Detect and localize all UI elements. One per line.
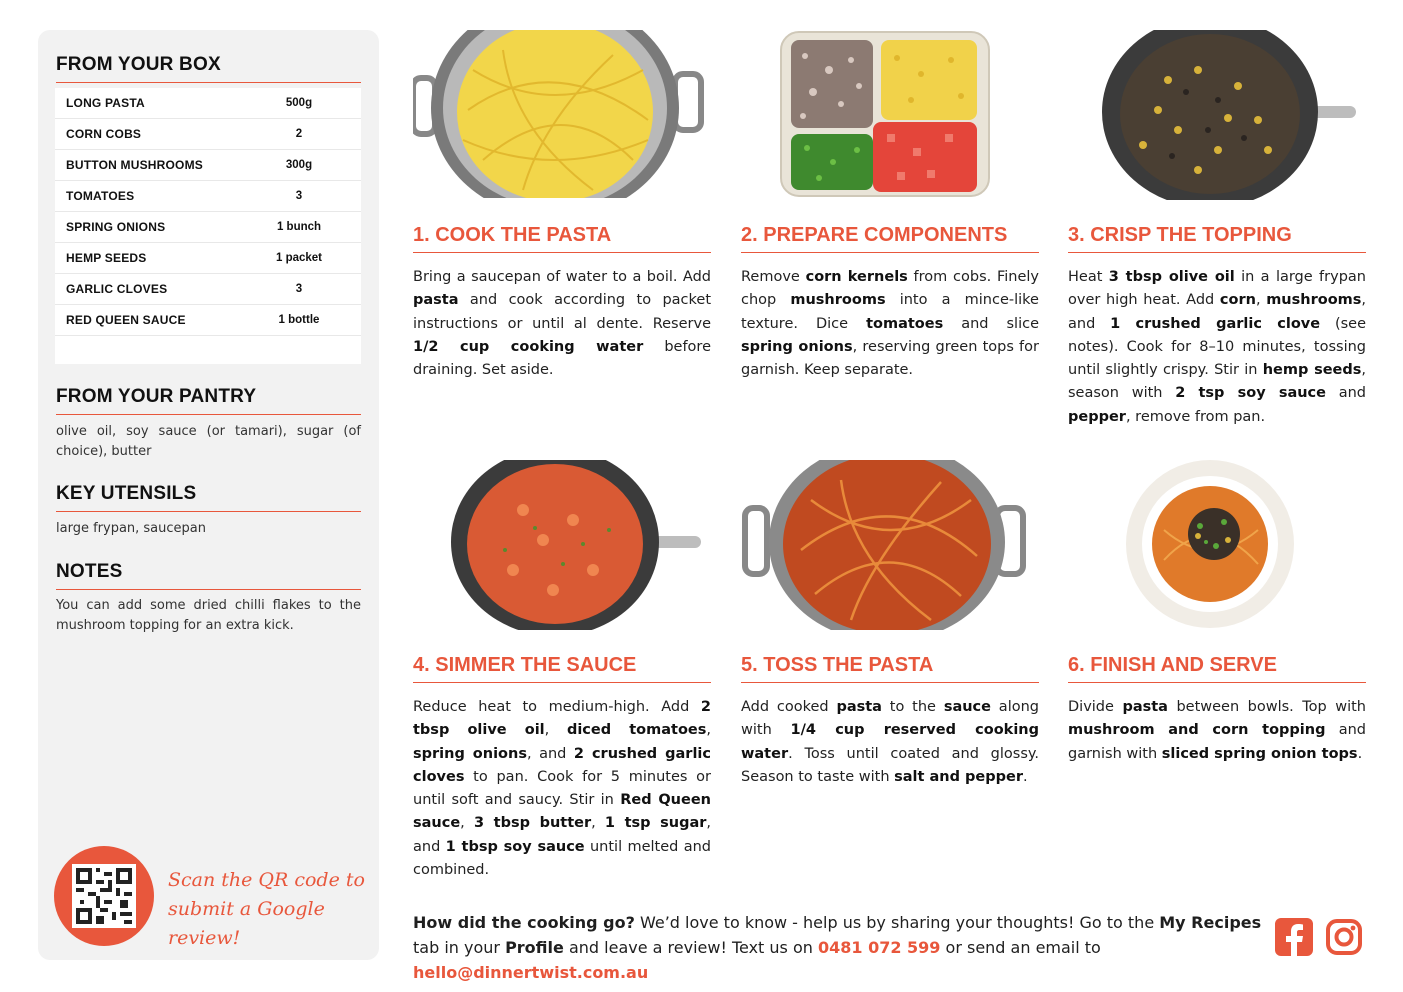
- step-3-text: Heat 3 tbsp olive oil in a large frypan over high heat. Add corn, mushrooms, and 1 crushed garlic clove (see notes). Cook for 8–10 minutes, tossing until slightly crispy. Stir in hemp seeds, season with 2 tsp soy sauce and pepper, remove from pan.: [1068, 269, 1367, 425]
- utensils-text: large frypan, saucepan: [56, 521, 206, 536]
- pasta-pot-image: [413, 30, 711, 200]
- bold-ingredient: pepper: [1068, 408, 1126, 425]
- bold-ingredient: spring onions: [413, 745, 527, 762]
- table-row: [55, 274, 361, 305]
- instagram-icon[interactable]: [1325, 918, 1363, 956]
- bold-ingredient: 1/4 cup reserved cooking water: [741, 722, 1039, 762]
- table-row: [55, 150, 361, 181]
- notes-title: NOTES: [56, 561, 361, 590]
- box-ingredient-table: [55, 88, 361, 364]
- facebook-icon[interactable]: [1275, 918, 1313, 956]
- footer-text-2: tab in your: [413, 938, 506, 957]
- bold-ingredient: 1 crushed garlic clove: [1110, 315, 1321, 332]
- bold-ingredient: 2 tsp soy sauce: [1175, 385, 1326, 402]
- bold-ingredient: mushroom and corn topping: [1068, 722, 1326, 739]
- bold-ingredient: Red Queen sauce: [413, 792, 711, 832]
- table-row: [55, 181, 361, 212]
- ingredient-name: CORN COBS: [66, 127, 142, 141]
- ingredient-qty: 1 bunch: [276, 221, 322, 233]
- step-6-title: 6. FINISH AND SERVE: [1068, 654, 1366, 683]
- bold-ingredient: sliced spring onion tops: [1161, 745, 1358, 762]
- bold-ingredient: corn: [1219, 292, 1256, 309]
- bold-ingredient: 3 tbsp butter: [473, 815, 592, 832]
- step-2-text: Remove corn kernels from cobs. Finely chop mushrooms into a mince-like texture. Dice tomatoes and slice spring onions, reserving green tops for garnish. Keep separate.: [741, 269, 1040, 379]
- pantry-title: FROM YOUR PANTRY: [56, 386, 361, 415]
- ingredient-qty: 300g: [285, 159, 313, 171]
- table-row: [55, 119, 361, 150]
- review-footer: [413, 910, 1263, 985]
- ingredient-qty: 1 bottle: [278, 314, 320, 326]
- table-row: [55, 88, 361, 119]
- finished-bowl-image: [1068, 460, 1366, 630]
- bold-ingredient: 1/2 cup cooking water: [413, 338, 644, 355]
- bold-ingredient: mushrooms: [790, 292, 886, 309]
- step-1-title: 1. COOK THE PASTA: [413, 224, 711, 253]
- ingredient-qty: 1 packet: [275, 252, 323, 264]
- bold-ingredient: 2 tbsp olive oil: [413, 699, 711, 739]
- ingredient-qty: 3: [295, 283, 303, 295]
- ingredient-name: RED QUEEN SAUCE: [66, 313, 186, 327]
- ingredient-qty: 500g: [285, 97, 313, 109]
- step-3-title: 3. CRISP THE TOPPING: [1068, 224, 1366, 253]
- step-6-text: Divide pasta between bowls. Top with mushroom and corn topping and garnish with sliced spring onion tops.: [1068, 699, 1366, 762]
- bold-ingredient: salt and pepper: [894, 768, 1023, 785]
- bold-ingredient: 1 tsp sugar: [604, 815, 707, 832]
- ingredient-qty: 3: [295, 190, 303, 202]
- simmer-sauce-pan-image: [413, 460, 711, 630]
- qr-code-badge[interactable]: [54, 846, 154, 946]
- bold-ingredient: hemp seeds: [1262, 362, 1362, 379]
- step-1-text: Bring a saucepan of water to a boil. Add pasta and cook according to packet instructions or until al dente. Reserve 1/2 cup cooking water before draining. Set aside.: [413, 269, 711, 379]
- prepared-components-image: [741, 30, 1039, 200]
- bold-ingredient: 2 crushed garlic cloves: [413, 745, 711, 785]
- ingredient-name: TOMATOES: [66, 189, 135, 203]
- ingredient-qty: 2: [295, 128, 303, 140]
- footer-text-1: We’d love to know - help us by sharing your thoughts! Go to the: [634, 913, 1160, 932]
- pantry-text: olive oil, soy sauce (or tamari), sugar (of choice), butter: [56, 424, 361, 459]
- footer-text-4: or send an email to: [940, 938, 1101, 957]
- sidebar: [38, 30, 379, 960]
- my-recipes-link[interactable]: My Recipes: [1159, 913, 1262, 932]
- bold-ingredient: tomatoes: [866, 315, 944, 332]
- bold-ingredient: sauce: [943, 699, 991, 715]
- step-4-text: Reduce heat to medium-high. Add 2 tbsp olive oil, diced tomatoes, spring onions, and 2 crushed garlic cloves to pan. Cook for 5 minutes or until soft and saucy. Stir in Red Queen sauce, 3 tbsp butter, 1 tsp sugar, and 1 tbsp soy sauce until melted and combined.: [413, 699, 712, 879]
- step-5-text: Add cooked pasta to the sauce along with 1/4 cup reserved cooking water. Toss until coated and glossy. Season to taste with salt and pepper.: [741, 699, 1039, 785]
- toss-pasta-pot-image: [741, 460, 1039, 630]
- bold-ingredient: mushrooms: [1266, 292, 1362, 309]
- ingredient-name: HEMP SEEDS: [66, 251, 147, 265]
- step-4-title: 4. SIMMER THE SAUCE: [413, 654, 711, 683]
- bold-ingredient: diced tomatoes: [566, 722, 707, 739]
- table-row: [55, 243, 361, 274]
- step-5-title: 5. TOSS THE PASTA: [741, 654, 1039, 683]
- table-row: [55, 212, 361, 243]
- profile-link[interactable]: Profile: [505, 938, 564, 957]
- ingredient-name: BUTTON MUSHROOMS: [66, 158, 203, 172]
- step-2-title: 2. PREPARE COMPONENTS: [741, 224, 1039, 253]
- from-box-title: FROM YOUR BOX: [56, 54, 361, 83]
- footer-question: How did the cooking go?: [413, 913, 635, 932]
- table-row: [55, 305, 361, 336]
- ingredient-name: LONG PASTA: [66, 96, 145, 110]
- bold-ingredient: 3 tbsp olive oil: [1108, 269, 1235, 285]
- bold-ingredient: spring onions: [741, 338, 853, 355]
- ingredient-name: SPRING ONIONS: [66, 220, 166, 234]
- bold-ingredient: pasta: [836, 699, 882, 715]
- bold-ingredient: pasta: [413, 292, 459, 309]
- ingredient-name: GARLIC CLOVES: [66, 282, 168, 296]
- footer-text-3: and leave a review! Text us on: [563, 938, 818, 957]
- bold-ingredient: pasta: [1122, 699, 1168, 715]
- notes-text: You can add some dried chilli flakes to the mushroom topping for an extra kick.: [56, 598, 361, 633]
- bold-ingredient: 1 tbsp soy sauce: [445, 838, 585, 855]
- bold-ingredient: corn kernels: [805, 269, 908, 285]
- qr-code-icon: [72, 864, 136, 928]
- phone-link[interactable]: 0481 072 599: [817, 938, 941, 957]
- crisp-topping-pan-image: [1068, 30, 1366, 200]
- utensils-title: KEY UTENSILS: [56, 483, 361, 512]
- email-link[interactable]: hello@dinnertwist.com.au: [413, 963, 649, 982]
- qr-review-text: Scan the QR code to submit a Google review!: [168, 869, 365, 949]
